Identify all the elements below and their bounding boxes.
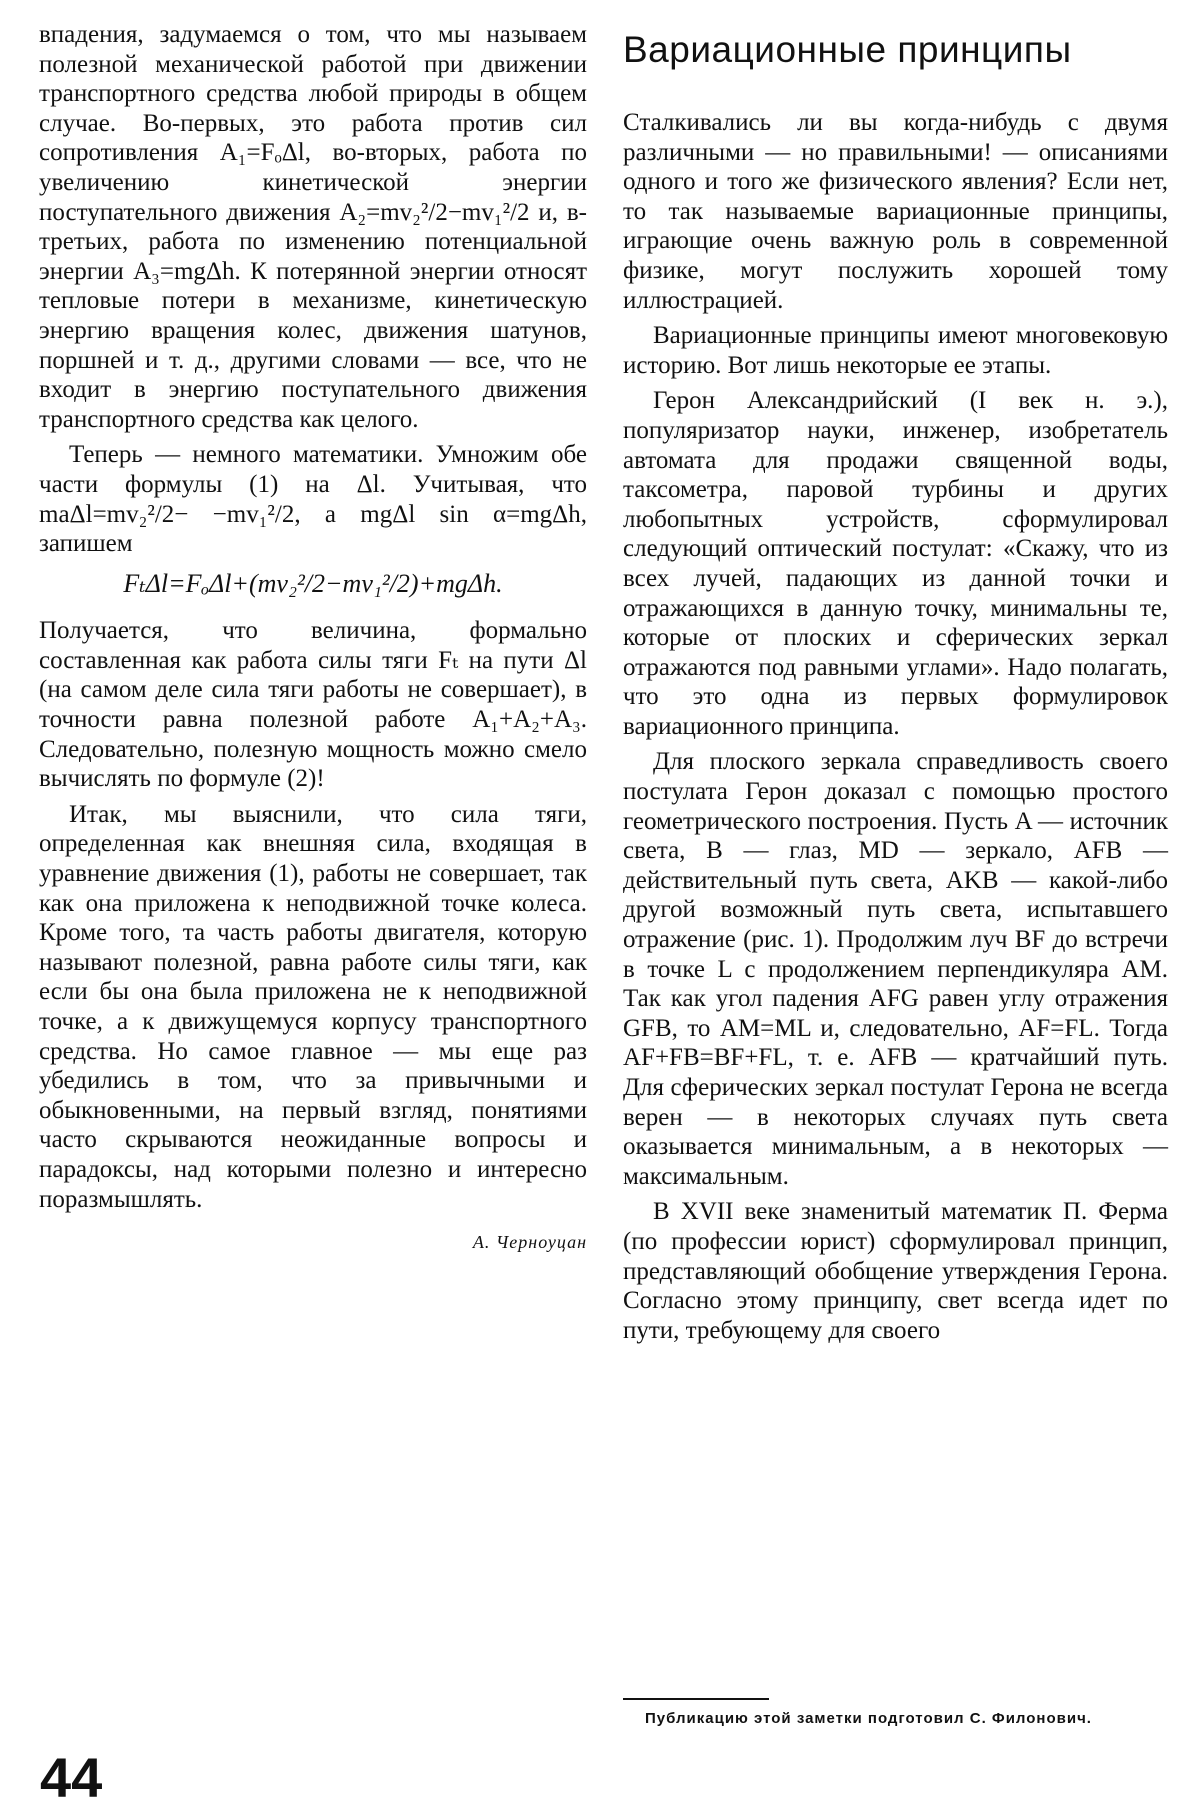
paragraph-history: Вариационные принципы имеют многовековую историю. Вот лишь некоторые ее этапы. (623, 322, 1168, 379)
right-column (623, 20, 1168, 1345)
paragraph-math-intro: Теперь — немного математики. Умножим обе части формулы (1) на Δl. Учитывая, что maΔl=mv₂²/2− −mv₁²/2, а mgΔl sin α=mgΔh, запишем (39, 441, 587, 558)
paragraph-conclusion: Итак, мы выяснили, что сила тяги, определенная как внешняя сила, входящая в уравнение движения (1), работы не совершает, так как она приложена к неподвижной точке колеса. Кроме того, та часть работы двигателя, которую называют полезной, равна работе силы тяги, как если бы она была приложена не к неподвижной точке, а к движущемуся корпусу транспортного средства. Но самое главное — мы еще раз убедились в том, что за привычными и обыкновенными, на первый взгляд, понятиями часто скрываются неожиданные вопросы и парадоксы, над которыми полезно и интересно поразмышлять. (39, 800, 587, 1213)
equation-traction-work: FₜΔl=FₒΔl+(mv₂²/2−mv₁²/2)+mgΔh. (123, 568, 503, 598)
paragraph-work-definition: впадения, задумаемся о том, что мы называем полезной механической работой при движении транспортного средства любой природы в общем случае. Во-первых, это работа против сил сопротивления A₁=FₒΔl, во-вторых, работа по увеличению кинетической энергии поступательного движения A₂=mv₂²/2−mv₁²/2 и, в-третьих, работа по изменению потенциальной энергии A₃=mgΔh. К потерянной энергии относят тепловые потери в механизме, кинетическую энергию вращения колес, движения шатунов, поршней и т. д., другими словами — все, что не входит в энергию поступательного движения транспортного средства как целого. (39, 21, 587, 433)
section-title: Вариационные принципы (623, 29, 1072, 70)
author-signature: А. Черноуцан (472, 1232, 587, 1253)
footnote-divider (623, 1698, 769, 1700)
paragraph-variational-intro: Сталкивались ли вы когда-нибудь с двумя различными — но правильными! — описаниями одного и того же физического явления? Если нет, то так называемые вариационные принципы, играющие очень важную роль в современной физике, могут послужить хорошей тому иллюстрацией. (623, 109, 1168, 314)
paragraph-plane-mirror: Для плоского зеркала справедливость своего постулата Герон доказал с помощью простого геометрического построения. Пусть A — источник света, B — глаз, MD — зеркало, AFB — действительный путь света, AKB — какой-либо другой возможный путь света, испытавшего отражение (рис. 1). Продолжим луч BF до встречи в точке L с продолжением перпендикуляра AM. Так как угол падения AFG равен углу отражения GFB, то AM=ML и, следовательно, AF=FL. Тогда AF+FB=BF+FL, т. е. AFB — кратчайший путь. Для сферических зеркал постулат Герона не всегда верен — в некоторых случаях путь света оказывается минимальным, а в некоторых — максимальным. (623, 748, 1168, 1190)
paragraph-useful-work: Получается, что величина, формально составленная как работа силы тяги Fₜ на пути Δl (на самом деле сила тяги работы не совершает), в точности равна полезной работе A₁+A₂+A₃. Следовательно, полезную мощность можно смело вычислять по формуле (2)! (39, 617, 587, 793)
footnote: Публикацию этой заметки подготовил С. Филонович. (645, 1710, 1092, 1727)
page-number: 44 (40, 1746, 103, 1809)
paragraph-heron: Герон Александрийский (I век н. э.), популяризатор науки, инженер, изобретатель автомата для продажи священной воды, таксометра, паровой турбины и других любопытных устройств, сформулировал следующий оптический постулат: «Скажу, что из всех лучей, падающих из данной точки и отражающихся в данную точку, минимальны те, которые от плоских и сферических зеркал отражаются под равными углами». Надо полагать, что это одна из первых формулировок вариационного принципа. (623, 387, 1168, 740)
paragraph-fermat: В XVII веке знаменитый математик П. Ферма (по профессии юрист) сформулировал принцип, представляющий обобщение утверждения Герона. Согласно этому принципу, свет всегда идет по пути, требующему для своего (623, 1198, 1168, 1344)
left-column (39, 20, 587, 1258)
